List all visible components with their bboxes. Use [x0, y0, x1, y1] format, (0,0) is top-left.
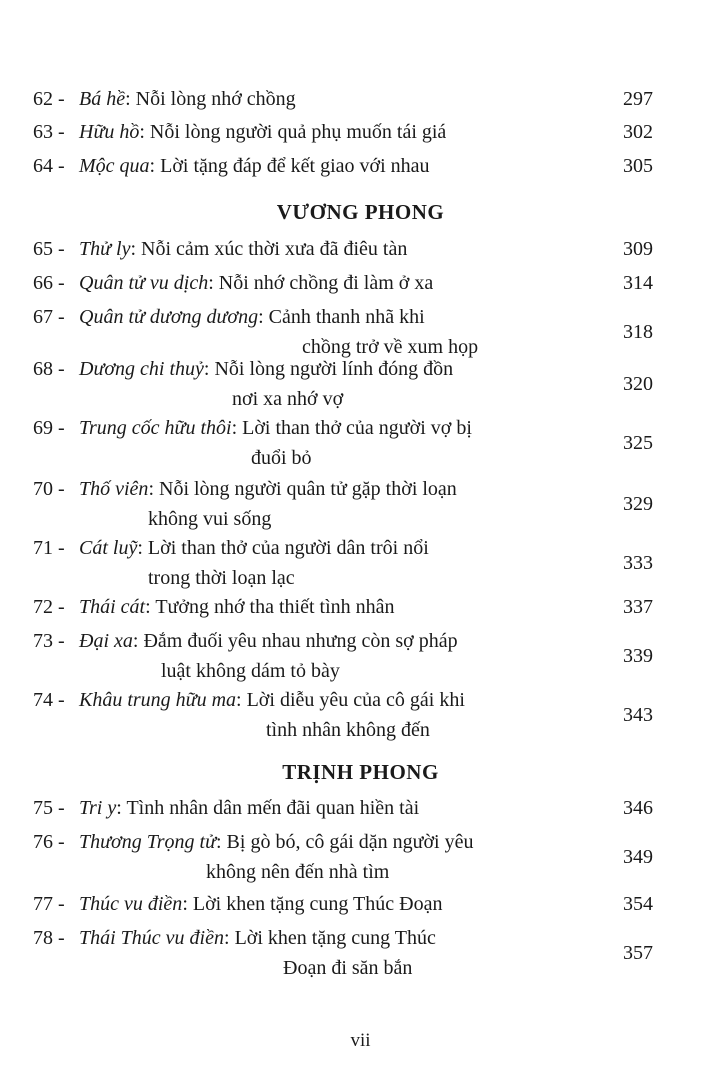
entry-description-continued: đuổi bỏ	[251, 447, 312, 469]
entry-description-continued: nơi xa nhớ vợ	[232, 388, 344, 410]
entry-separator: :	[258, 306, 264, 328]
entry-separator: :	[125, 88, 131, 110]
entry-description: Lời khen tặng cung Thúc Đoạn	[187, 893, 443, 915]
entry-line-1	[79, 478, 457, 501]
entry-description: Lời than thở của người dân trôi nổi	[142, 537, 429, 559]
entry-page-number: 305	[623, 155, 653, 177]
entry-line-1	[79, 689, 465, 712]
entry-description: Lời khen tặng cung Thúc	[229, 927, 436, 949]
entry-line-1	[79, 831, 473, 854]
entry-line-1	[79, 238, 407, 261]
entry-number: 76 -	[33, 831, 65, 853]
entry-line-1	[79, 596, 395, 619]
entry-page-number: 339	[623, 645, 653, 667]
entry-page-number: 314	[623, 272, 653, 294]
entry-separator: :	[231, 417, 238, 439]
entry-title: Trung cốc hữu thôi	[79, 417, 232, 439]
entry-number: 65 -	[33, 238, 65, 260]
entry-number: 75 -	[33, 797, 65, 819]
entry-description: Đắm đuối yêu nhau nhưng còn sợ pháp	[138, 630, 458, 652]
entry-description: Bị gò bó, cô gái dặn người yêu	[221, 831, 474, 853]
entry-title: Quân tử dương dương	[79, 306, 259, 328]
entry-line-1	[79, 358, 453, 381]
entry-line-1	[79, 797, 419, 820]
entry-separator: :	[149, 155, 156, 177]
entry-title: Thúc vu điền	[79, 893, 183, 915]
entry-number: 64 -	[33, 155, 65, 177]
entry-line-1	[79, 155, 430, 178]
entry-page-number: 320	[623, 373, 653, 395]
entry-line-1	[79, 927, 436, 950]
entry-page-number: 343	[623, 704, 653, 726]
entry-description: Nỗi lòng người quân tử gặp thời loạn	[154, 478, 457, 500]
entry-number: 74 -	[33, 689, 65, 711]
entry-number: 71 -	[33, 537, 65, 559]
entry-description: Lời diễu yêu của cô gái khi	[241, 689, 465, 711]
entry-description-continued: chồng trở về xum họp	[302, 336, 479, 358]
entry-description: Lời tặng đáp để kết giao với nhau	[155, 155, 430, 177]
entry-number: 77 -	[33, 893, 65, 915]
section-heading: TRỊNH PHONG	[282, 760, 439, 784]
entry-page-number: 325	[623, 432, 653, 454]
entry-separator: :	[203, 358, 210, 380]
entry-title: Khâu trung hữu ma	[79, 689, 237, 711]
entry-title: Tri y	[79, 797, 117, 819]
entry-description-continued: tình nhân không đến	[266, 719, 430, 741]
entry-separator: :	[182, 893, 188, 915]
entry-line-1	[79, 272, 433, 295]
entry-page-number: 349	[623, 846, 653, 868]
entry-number: 68 -	[33, 358, 65, 380]
entry-page-number: 333	[623, 552, 653, 574]
entry-separator: :	[215, 831, 222, 853]
entry-title: Cát luỹ	[79, 537, 138, 559]
entry-separator: :	[148, 478, 154, 500]
entry-page-number: 297	[623, 88, 653, 110]
entry-separator: :	[137, 537, 143, 559]
entry-number: 73 -	[33, 630, 65, 652]
entry-line-1	[79, 88, 296, 111]
entry-description: Nỗi lòng người quả phụ muốn tái giá	[144, 121, 447, 143]
entry-title: Mộc qua	[79, 155, 150, 177]
entry-title: Dương chi thuỷ	[79, 358, 204, 380]
entry-title: Thái cát	[79, 596, 146, 618]
entry-description-continued: trong thời loạn lạc	[148, 567, 295, 589]
entry-description-continued: Đoạn đi săn bắn	[283, 957, 413, 979]
entry-separator: :	[116, 797, 122, 819]
entry-description-continued: không nên đến nhà tìm	[206, 861, 390, 883]
entry-line-1	[79, 630, 458, 653]
entry-separator: :	[236, 689, 242, 711]
entry-separator: :	[130, 238, 137, 260]
entry-description: Nỗi nhớ chồng đi làm ở xa	[213, 272, 434, 294]
entry-line-1	[79, 121, 446, 144]
entry-title: Thử ly	[79, 238, 131, 260]
page-folio: vii	[350, 1030, 371, 1051]
entry-number: 69 -	[33, 417, 65, 439]
entry-separator: :	[132, 630, 139, 652]
entry-number: 63 -	[33, 121, 65, 143]
entry-page-number: 329	[623, 493, 653, 515]
entry-page-number: 318	[623, 321, 653, 343]
entry-title: Thương Trọng tử	[79, 831, 216, 853]
entry-number: 66 -	[33, 272, 65, 294]
entry-number: 67 -	[33, 306, 65, 328]
entry-description: Nỗi cảm xúc thời xưa đã điêu tàn	[136, 238, 408, 260]
entry-line-1	[79, 893, 442, 916]
entry-description-continued: luật không dám tỏ bày	[161, 660, 340, 682]
entry-description: Tưởng nhớ tha thiết tình nhân	[150, 596, 395, 618]
entry-title: Đại xa	[79, 630, 133, 652]
entry-description: Tình nhân dân mến đãi quan hiền tài	[121, 797, 420, 819]
entry-description: Nỗi lòng người lính đóng đồn	[209, 358, 454, 380]
entry-number: 72 -	[33, 596, 65, 618]
entry-page-number: 309	[623, 238, 653, 260]
entry-description: Lời than thở của người vợ bị	[237, 417, 472, 439]
section-heading: VƯƠNG PHONG	[276, 200, 445, 224]
entry-description: Nỗi lòng nhớ chồng	[130, 88, 296, 110]
entry-title: Thái Thúc vu điền	[79, 927, 224, 949]
entry-page-number: 337	[623, 596, 653, 618]
entry-page-number: 354	[623, 893, 653, 915]
entry-separator: :	[208, 272, 214, 294]
entry-line-1	[79, 537, 429, 560]
entry-number: 62 -	[33, 88, 65, 110]
entry-page-number: 346	[623, 797, 653, 819]
entry-number: 78 -	[33, 927, 65, 949]
entry-separator: :	[145, 596, 151, 618]
entry-title: Hữu hồ	[79, 121, 140, 143]
entry-separator: :	[139, 121, 145, 143]
entry-description: Cảnh thanh nhã khi	[263, 306, 425, 328]
entry-title: Quân tử vu dịch	[79, 272, 209, 294]
entry-title: Thố viên	[79, 478, 149, 500]
entry-description-continued: không vui sống	[148, 508, 272, 530]
entry-line-1	[79, 417, 472, 440]
entry-title: Bá hề	[79, 88, 126, 110]
entry-page-number: 357	[623, 942, 653, 964]
entry-separator: :	[224, 927, 230, 949]
entry-number: 70 -	[33, 478, 65, 500]
entry-line-1	[79, 306, 425, 329]
entry-page-number: 302	[623, 121, 653, 143]
